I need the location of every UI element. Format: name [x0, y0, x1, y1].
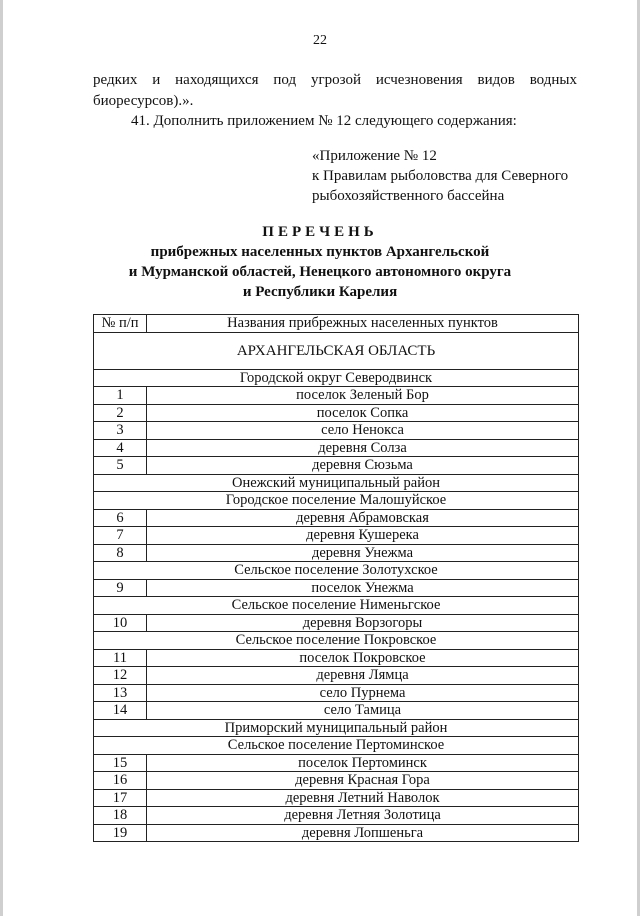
settlement-name: поселок Зеленый Бор: [147, 387, 579, 405]
section-row: [94, 492, 579, 510]
settlement-name: деревня Кушерека: [147, 527, 579, 545]
table-row: [94, 579, 579, 597]
title-line-2: и Мурманской областей, Ненецкого автономного округа: [128, 264, 512, 280]
table-row: [94, 667, 579, 685]
section-name: Приморский муниципальный район: [94, 719, 579, 737]
section-name: Городское поселение Малошуйское: [94, 492, 579, 510]
table-row: [94, 387, 579, 405]
section-name: Городской округ Северодвинск: [94, 369, 579, 387]
row-number: 3: [94, 422, 147, 440]
table-header-row: [94, 315, 579, 333]
section-row: [94, 597, 579, 615]
section-name: Сельское поселение Нименьгское: [94, 597, 579, 615]
section-name: Сельское поселение Пертоминское: [94, 737, 579, 755]
table-row: [94, 439, 579, 457]
settlement-name: деревня Летняя Золотица: [147, 807, 579, 825]
row-number: 4: [94, 439, 147, 457]
section-name: Сельское поселение Золотухское: [94, 562, 579, 580]
appendix-heading: [312, 146, 568, 206]
page-number: 22: [313, 33, 327, 48]
section-row: [94, 737, 579, 755]
row-number: 16: [94, 772, 147, 790]
row-number: 7: [94, 527, 147, 545]
table-row: [94, 824, 579, 842]
row-number: 8: [94, 544, 147, 562]
table-row: [94, 509, 579, 527]
appendix-line-1: «Приложение № 12: [312, 148, 437, 164]
row-number: 18: [94, 807, 147, 825]
table-row: [94, 807, 579, 825]
settlement-name: поселок Покровское: [147, 649, 579, 667]
row-number: 5: [94, 457, 147, 475]
title-main: ПЕРЕЧЕНЬ: [262, 224, 378, 240]
paragraph-line-2: биоресурсов).».: [93, 93, 194, 109]
table-row: [94, 544, 579, 562]
table-row: [94, 649, 579, 667]
settlement-name: деревня Абрамовская: [147, 509, 579, 527]
row-number: 17: [94, 789, 147, 807]
document-title: [0, 222, 640, 302]
settlement-name: деревня Лопшеньга: [147, 824, 579, 842]
region-name: АРХАНГЕЛЬСКАЯ ОБЛАСТЬ: [94, 332, 579, 369]
row-number: 11: [94, 649, 147, 667]
settlement-name: поселок Сопка: [147, 404, 579, 422]
table-row: [94, 754, 579, 772]
section-row: [94, 632, 579, 650]
header-name: Названия прибрежных населенных пунктов: [147, 315, 579, 333]
table-row: [94, 404, 579, 422]
appendix-line-3: рыбохозяйственного бассейна: [312, 188, 505, 204]
settlement-name: деревня Красная Гора: [147, 772, 579, 790]
table-body: [94, 332, 579, 842]
table-row: [94, 789, 579, 807]
scan-edge-left: [0, 0, 3, 916]
section-row: [94, 562, 579, 580]
settlement-name: деревня Лямца: [147, 667, 579, 685]
settlement-name: поселок Унежма: [147, 579, 579, 597]
row-number: 13: [94, 684, 147, 702]
settlement-name: деревня Унежма: [147, 544, 579, 562]
table-row: [94, 614, 579, 632]
row-number: 14: [94, 702, 147, 720]
settlement-name: село Ненокса: [147, 422, 579, 440]
title-line-1: прибрежных населенных пунктов Архангельской: [150, 244, 490, 260]
section-name: Онежский муниципальный район: [94, 474, 579, 492]
settlement-name: деревня Сюзьма: [147, 457, 579, 475]
row-number: 2: [94, 404, 147, 422]
table-row: [94, 422, 579, 440]
row-number: 12: [94, 667, 147, 685]
row-number: 6: [94, 509, 147, 527]
section-row: [94, 719, 579, 737]
table-row: [94, 527, 579, 545]
settlement-name: деревня Солза: [147, 439, 579, 457]
row-number: 10: [94, 614, 147, 632]
section-row: [94, 369, 579, 387]
settlement-name: деревня Ворзогоры: [147, 614, 579, 632]
settlement-name: село Тамица: [147, 702, 579, 720]
paragraph-continuation: [93, 70, 577, 112]
row-number: 1: [94, 387, 147, 405]
settlement-name: деревня Летний Наволок: [147, 789, 579, 807]
settlement-name: поселок Пертоминск: [147, 754, 579, 772]
section-name: Сельское поселение Покровское: [94, 632, 579, 650]
table-row: [94, 457, 579, 475]
settlement-name: село Пурнема: [147, 684, 579, 702]
section-row: [94, 474, 579, 492]
table-row: [94, 772, 579, 790]
paragraph-41: 41. Дополнить приложением № 12 следующего содержания:: [131, 113, 517, 129]
table-row: [94, 684, 579, 702]
row-number: 19: [94, 824, 147, 842]
appendix-line-2: к Правилам рыболовства для Северного: [312, 168, 569, 184]
title-line-3: и Республики Карелия: [242, 284, 398, 300]
settlements-table: [93, 314, 579, 842]
row-number: 9: [94, 579, 147, 597]
header-number: № п/п: [94, 315, 147, 333]
row-number: 15: [94, 754, 147, 772]
region-row: [94, 332, 579, 369]
paragraph-line-1: редких и находящихся под угрозой исчезновения видов водных: [93, 72, 577, 88]
table-row: [94, 702, 579, 720]
